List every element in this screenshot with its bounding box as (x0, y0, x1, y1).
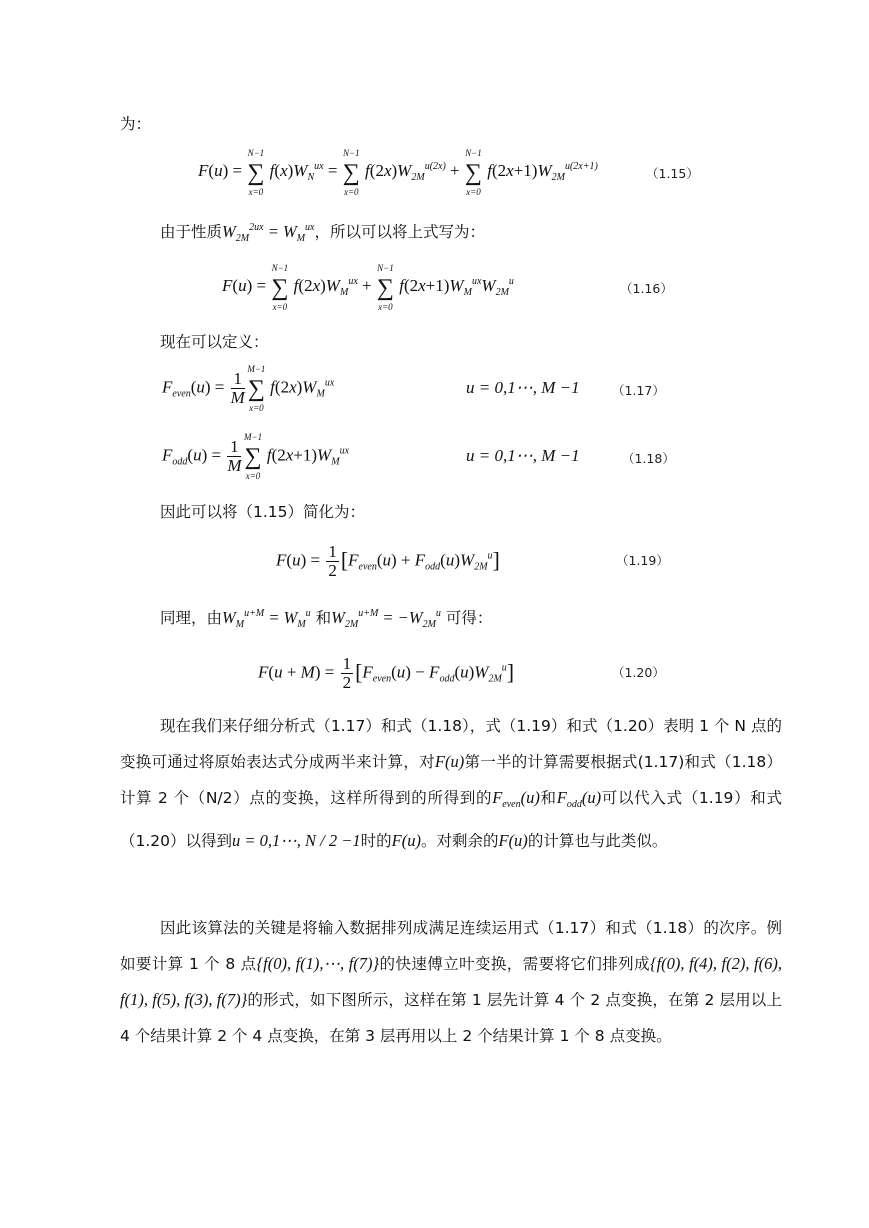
paragraph-key: 因此该算法的关键是将输入数据排列成满足连续运用式（1.17）和式（1.18）的次序。例如要计算 1 个 8 点{f(0), f(1),⋯, f(7)}的快速傅立叶变换，需要将它们排列成{f(0), f(4), f(2), f(6), f(1), f(5), f(3), f(7)}的形式，如下图所示，这样在第 1 层先计算 4 个 2 点变换，在第 2 层用以上 4 个结果计算 2 个 4 点变换，在第 3 层再用以上 2 个结果计算 1 个 8 点变换。 (120, 919, 782, 1045)
para2-s2: 的快速傅立叶变换，需要将它们排列成 (379, 955, 650, 973)
para2-s1: 因此该算法的关键是将输入数据排列成满足连续运用式（1.17）和式（1.18）的次序。例如要计算 1 个 8 点 (120, 919, 782, 973)
para1-s4: 时的 (360, 832, 392, 850)
para1-s6: 的计算也与此类似。 (527, 832, 668, 850)
equation-1-16: F(u) = ∑ N−1 x=0 $f(2x)W_M^{ux}$ + ∑ N−1 x=0 $f(2x+1)W_M^{ux}W_{2M}^u$ (222, 263, 514, 312)
similar-suffix: 可得： (445, 609, 493, 627)
para1-s3: 可以代入式（1.19）和式（1.20）以得到 (120, 789, 782, 850)
equation-1-18: $F_{odd}(u)$ = $\frac{1}{M}$ ∑ M−1 x=0 $f(2x+1)W_M^{ux}$ (162, 432, 350, 482)
para1-s2: 第一半的计算需要根据式(1.17)和式（1.18）计算 2 个（N/2）点的变换，这样所得到的所得到的 (120, 753, 782, 807)
equation-number-1-17: （1.17） (612, 383, 665, 398)
equation-number-1-15: （1.15） (646, 166, 699, 181)
equation-number-1-16: （1.16） (620, 281, 673, 296)
similar-prefix: 同理，由 (160, 609, 223, 627)
equation-1-17-range: u = 0,1⋯, M −1 (466, 378, 580, 397)
equation-number-1-19: （1.19） (616, 553, 669, 568)
equation-number-1-18: （1.18） (622, 451, 675, 466)
define-text: 现在可以定义： (160, 333, 269, 351)
equation-1-15: F(u) = ∑ N−1 x=0 $f(x)W_N^{ux}$ = ∑ N−1 x=0 $f(2x)W_{2M}^{u(2x)}$ + ∑ N−1 x=0 $f(2x+1)W_{2M}^{u(2x+1)}$ (198, 148, 598, 197)
property-suffix: ，所以可以将上式写为： (314, 223, 486, 241)
para1-s5: 。对剩余的 (420, 832, 499, 850)
similar-and: 和 (315, 609, 332, 627)
equation-1-20: F(u + M) = $\frac{1}{2}$ $[F_{even}(u) - F_{odd}(u)W_{2M}^u]$ (258, 654, 515, 692)
equation-number-1-20: （1.20） (612, 665, 665, 680)
equation-1-19: F(u) = $\frac{1}{2}$ $[F_{even}(u) + F_{odd}(u)W_{2M}^u]$ (276, 542, 500, 580)
equation-1-17: $F_{even}(u)$ = $\frac{1}{M}$ ∑ M−1 x=0 $f(2x)W_M^{ux}$ (162, 364, 335, 414)
intro-text: 为： (120, 115, 152, 133)
paragraph-analysis: 现在我们来仔细分析式（1.17）和式（1.18），式（1.19）和式（1.20）表明 1 个 N 点的变换可通过将原始表达式分成两半来计算，对F(u)第一半的计算需要根据式(1.17)和式（1.18）计算 2 个（N/2）点的变换，这样所得到的所得到的$F_{even}(u)$和$F_{odd}(u)$可以代入式（1.19）和式（1.20）以得到u = 0,1⋯, N / 2 −1时的F(u)。对剩余的F(u)的计算也与此类似。 (120, 717, 782, 850)
property-text: 由于性质$W_{2M}^{2ux} = W_M^{ux}$，所以可以将上式写为： (160, 222, 486, 244)
equation-1-18-range: u = 0,1⋯, M −1 (466, 446, 580, 465)
para2-s3: 的形式，如下图所示，这样在第 1 层先计算 4 个 2 点变换，在第 2 层用以上 4 个结果计算 2 个 4 点变换，在第 3 层再用以上 2 个结果计算 1 个 8 点变换。 (120, 991, 782, 1045)
property-prefix: 由于性质 (160, 223, 223, 241)
similar-text: 同理，由$W_M^{u+M} = W_M^u$ 和$W_{2M}^{u+M} = -W_{2M}^u$ 可得： (160, 608, 493, 630)
para1-s1: 现在我们来仔细分析式（1.17）和式（1.18），式（1.19）和式（1.20）表明 1 个 N 点的变换可通过将原始表达式分成两半来计算，对 (120, 717, 782, 771)
simplify-text: 因此可以将（1.15）简化为： (160, 503, 366, 521)
